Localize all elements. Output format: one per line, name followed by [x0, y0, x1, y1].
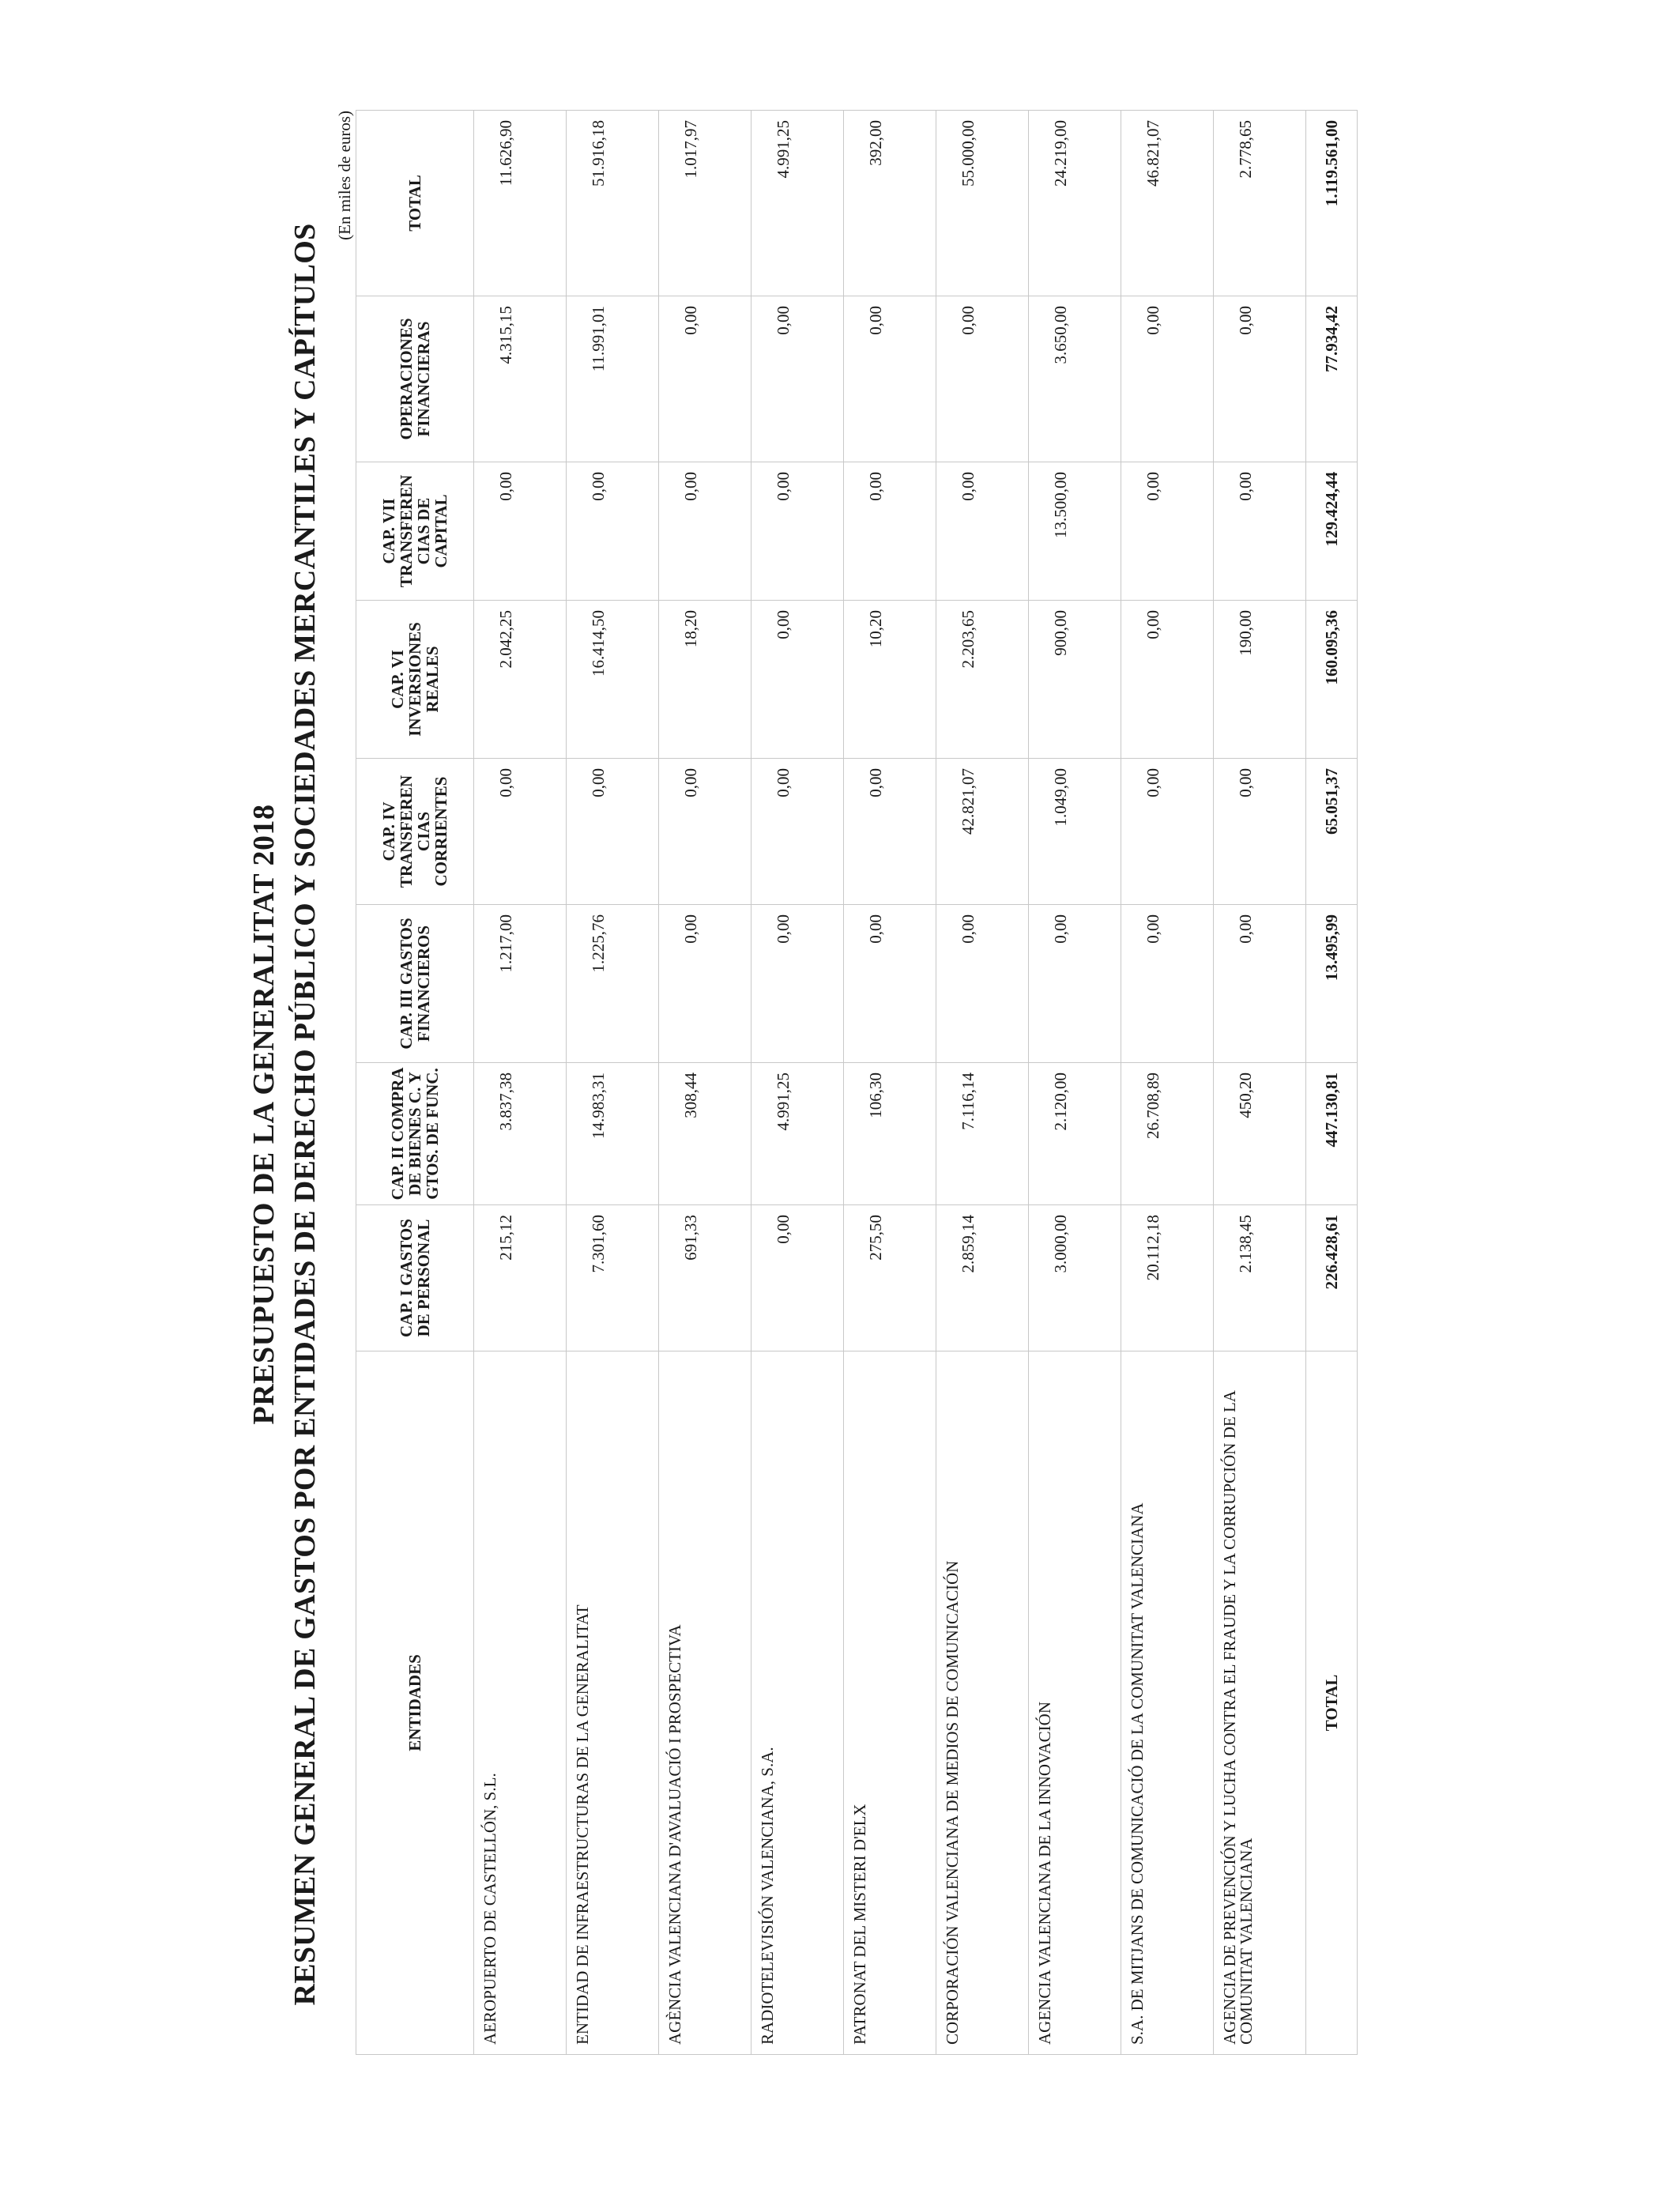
cell-entidad: PATRONAT DEL MISTERI D'ELX	[844, 1351, 936, 2055]
header-cap-iv: CAP. IV TRANSFEREN CIAS CORRIENTES	[356, 759, 474, 905]
header-total: TOTAL	[356, 111, 474, 296]
cell-cap-iv: 0,00	[844, 759, 936, 905]
cell-operaciones-financieras: 0,00	[844, 296, 936, 462]
cell-entidad: CORPORACIÓN VALENCIANA DE MEDIOS DE COMUNICACIÓN	[936, 1351, 1029, 2055]
cell-operaciones-financieras: 11.991,01	[567, 296, 659, 462]
total-cap-i: 226.428,61	[1306, 1205, 1358, 1351]
total-total: 1.119.561,00	[1306, 111, 1358, 296]
document-subtitle: RESUMEN GENERAL DE GASTOS POR ENTIDADES DE DERECHO PÚBLICO Y SOCIEDADES MERCANTILES Y CAPÍTULOS	[288, 223, 322, 2006]
cell-total: 55.000,00	[936, 111, 1029, 296]
cell-cap-iii: 0,00	[751, 905, 844, 1063]
cell-cap-ii: 2.120,00	[1029, 1063, 1121, 1205]
cell-total: 4.991,25	[751, 111, 844, 296]
cell-cap-ii: 3.837,38	[474, 1063, 567, 1205]
table-row	[567, 111, 659, 2055]
total-cap-vi: 160.095,36	[1306, 601, 1358, 759]
cell-cap-vi: 18,20	[659, 601, 751, 759]
cell-entidad: RADIOTELEVISIÓN VALENCIANA, S.A.	[751, 1351, 844, 2055]
cell-cap-iv: 0,00	[1214, 759, 1306, 905]
cell-cap-iii: 1.217,00	[474, 905, 567, 1063]
cell-cap-vi: 0,00	[1121, 601, 1214, 759]
cell-cap-vii: 0,00	[751, 462, 844, 601]
cell-entidad: S.A. DE MITJANS DE COMUNICACIÓ DE LA COMUNITAT VALENCIANA	[1121, 1351, 1214, 2055]
rotated-page	[237, 95, 1341, 2134]
cell-cap-vii: 0,00	[474, 462, 567, 601]
cell-cap-vi: 900,00	[1029, 601, 1121, 759]
cell-cap-i: 2.859,14	[936, 1205, 1029, 1351]
cell-cap-vii: 0,00	[659, 462, 751, 601]
cell-total: 51.916,18	[567, 111, 659, 296]
units-note: (En miles de euros)	[335, 111, 354, 240]
cell-cap-vi: 2.042,25	[474, 601, 567, 759]
cell-operaciones-financieras: 0,00	[936, 296, 1029, 462]
header-entidades: ENTIDADES	[356, 1351, 474, 2055]
cell-operaciones-financieras: 0,00	[751, 296, 844, 462]
total-cap-iv: 65.051,37	[1306, 759, 1358, 905]
cell-cap-i: 20.112,18	[1121, 1205, 1214, 1351]
total-cap-ii: 447.130,81	[1306, 1063, 1358, 1205]
table-row	[474, 111, 567, 2055]
cell-cap-iv: 0,00	[1121, 759, 1214, 905]
document-title: PRESUPUESTO DE LA GENERALITAT 2018	[247, 804, 281, 1425]
cell-total: 24.219,00	[1029, 111, 1121, 296]
table-row	[751, 111, 844, 2055]
cell-cap-iv: 42.821,07	[936, 759, 1029, 905]
cell-cap-vii: 13.500,00	[1029, 462, 1121, 601]
cell-cap-iii: 0,00	[844, 905, 936, 1063]
header-cap-vii: CAP. VII TRANSFEREN CIAS DE CAPITAL	[356, 462, 474, 601]
budget-table	[356, 110, 1358, 2055]
cell-cap-iv: 0,00	[659, 759, 751, 905]
table-row	[1121, 111, 1214, 2055]
total-cap-vii: 129.424,44	[1306, 462, 1358, 601]
table-row	[936, 111, 1029, 2055]
cell-entidad: ENTIDAD DE INFRAESTRUCTURAS DE LA GENERALITAT	[567, 1351, 659, 2055]
cell-cap-vii: 0,00	[1214, 462, 1306, 601]
cell-cap-iii: 0,00	[1214, 905, 1306, 1063]
cell-total: 2.778,65	[1214, 111, 1306, 296]
cell-cap-vii: 0,00	[936, 462, 1029, 601]
cell-cap-iv: 0,00	[567, 759, 659, 905]
header-cap-iii: CAP. III GASTOS FINANCIEROS	[356, 905, 474, 1063]
table-body	[474, 111, 1358, 2055]
cell-total: 11.626,90	[474, 111, 567, 296]
cell-cap-iii: 0,00	[659, 905, 751, 1063]
cell-total: 392,00	[844, 111, 936, 296]
cell-total: 1.017,97	[659, 111, 751, 296]
cell-cap-ii: 106,30	[844, 1063, 936, 1205]
cell-cap-vi: 190,00	[1214, 601, 1306, 759]
header-cap-ii: CAP. II COMPRA DE BIENES C. Y GTOS. DE FUNC.	[356, 1063, 474, 1205]
total-row	[1306, 111, 1358, 2055]
cell-cap-ii: 450,20	[1214, 1063, 1306, 1205]
cell-cap-iii: 1.225,76	[567, 905, 659, 1063]
cell-cap-iii: 0,00	[936, 905, 1029, 1063]
cell-cap-ii: 4.991,25	[751, 1063, 844, 1205]
cell-operaciones-financieras: 3.650,00	[1029, 296, 1121, 462]
cell-cap-vi: 2.203,65	[936, 601, 1029, 759]
cell-entidad: AGÈNCIA VALENCIANA D'AVALUACIÓ I PROSPECTIVA	[659, 1351, 751, 2055]
cell-cap-ii: 14.983,31	[567, 1063, 659, 1205]
cell-cap-iv: 0,00	[474, 759, 567, 905]
cell-cap-i: 2.138,45	[1214, 1205, 1306, 1351]
header-cap-i: CAP. I GASTOS DE PERSONAL	[356, 1205, 474, 1351]
cell-cap-vi: 16.414,50	[567, 601, 659, 759]
header-row	[356, 111, 474, 2055]
table-row	[1214, 111, 1306, 2055]
total-cap-iii: 13.495,99	[1306, 905, 1358, 1063]
cell-cap-vi: 0,00	[751, 601, 844, 759]
cell-cap-i: 7.301,60	[567, 1205, 659, 1351]
cell-cap-ii: 7.116,14	[936, 1063, 1029, 1205]
cell-cap-ii: 308,44	[659, 1063, 751, 1205]
cell-entidad: AGENCIA DE PREVENCIÓN Y LUCHA CONTRA EL FRAUDE Y LA CORRUPCIÓN DE LA COMUNITAT VALENCIANA	[1214, 1351, 1306, 2055]
cell-cap-iii: 0,00	[1029, 905, 1121, 1063]
cell-cap-vii: 0,00	[844, 462, 936, 601]
cell-cap-iii: 0,00	[1121, 905, 1214, 1063]
table-row	[844, 111, 936, 2055]
cell-operaciones-financieras: 4.315,15	[474, 296, 567, 462]
cell-cap-vii: 0,00	[567, 462, 659, 601]
cell-cap-i: 3.000,00	[1029, 1205, 1121, 1351]
cell-operaciones-financieras: 0,00	[659, 296, 751, 462]
total-operaciones-financieras: 77.934,42	[1306, 296, 1358, 462]
cell-cap-i: 691,33	[659, 1205, 751, 1351]
cell-cap-vii: 0,00	[1121, 462, 1214, 601]
cell-entidad: AEROPUERTO DE CASTELLÓN, S.L.	[474, 1351, 567, 2055]
cell-cap-vi: 10,20	[844, 601, 936, 759]
cell-cap-i: 215,12	[474, 1205, 567, 1351]
cell-entidad: AGENCIA VALENCIANA DE LA INNOVACIÓN	[1029, 1351, 1121, 2055]
cell-cap-i: 0,00	[751, 1205, 844, 1351]
cell-cap-iv: 1.049,00	[1029, 759, 1121, 905]
cell-cap-ii: 26.708,89	[1121, 1063, 1214, 1205]
header-cap-vi: CAP. VI INVERSIONES REALES	[356, 601, 474, 759]
cell-total: 46.821,07	[1121, 111, 1214, 296]
cell-cap-iv: 0,00	[751, 759, 844, 905]
cell-operaciones-financieras: 0,00	[1214, 296, 1306, 462]
cell-cap-i: 275,50	[844, 1205, 936, 1351]
table-row	[1029, 111, 1121, 2055]
header-operaciones-financieras: OPERACIONES FINANCIERAS	[356, 296, 474, 462]
cell-operaciones-financieras: 0,00	[1121, 296, 1214, 462]
table-row	[659, 111, 751, 2055]
total-entidad: TOTAL	[1306, 1351, 1358, 2055]
